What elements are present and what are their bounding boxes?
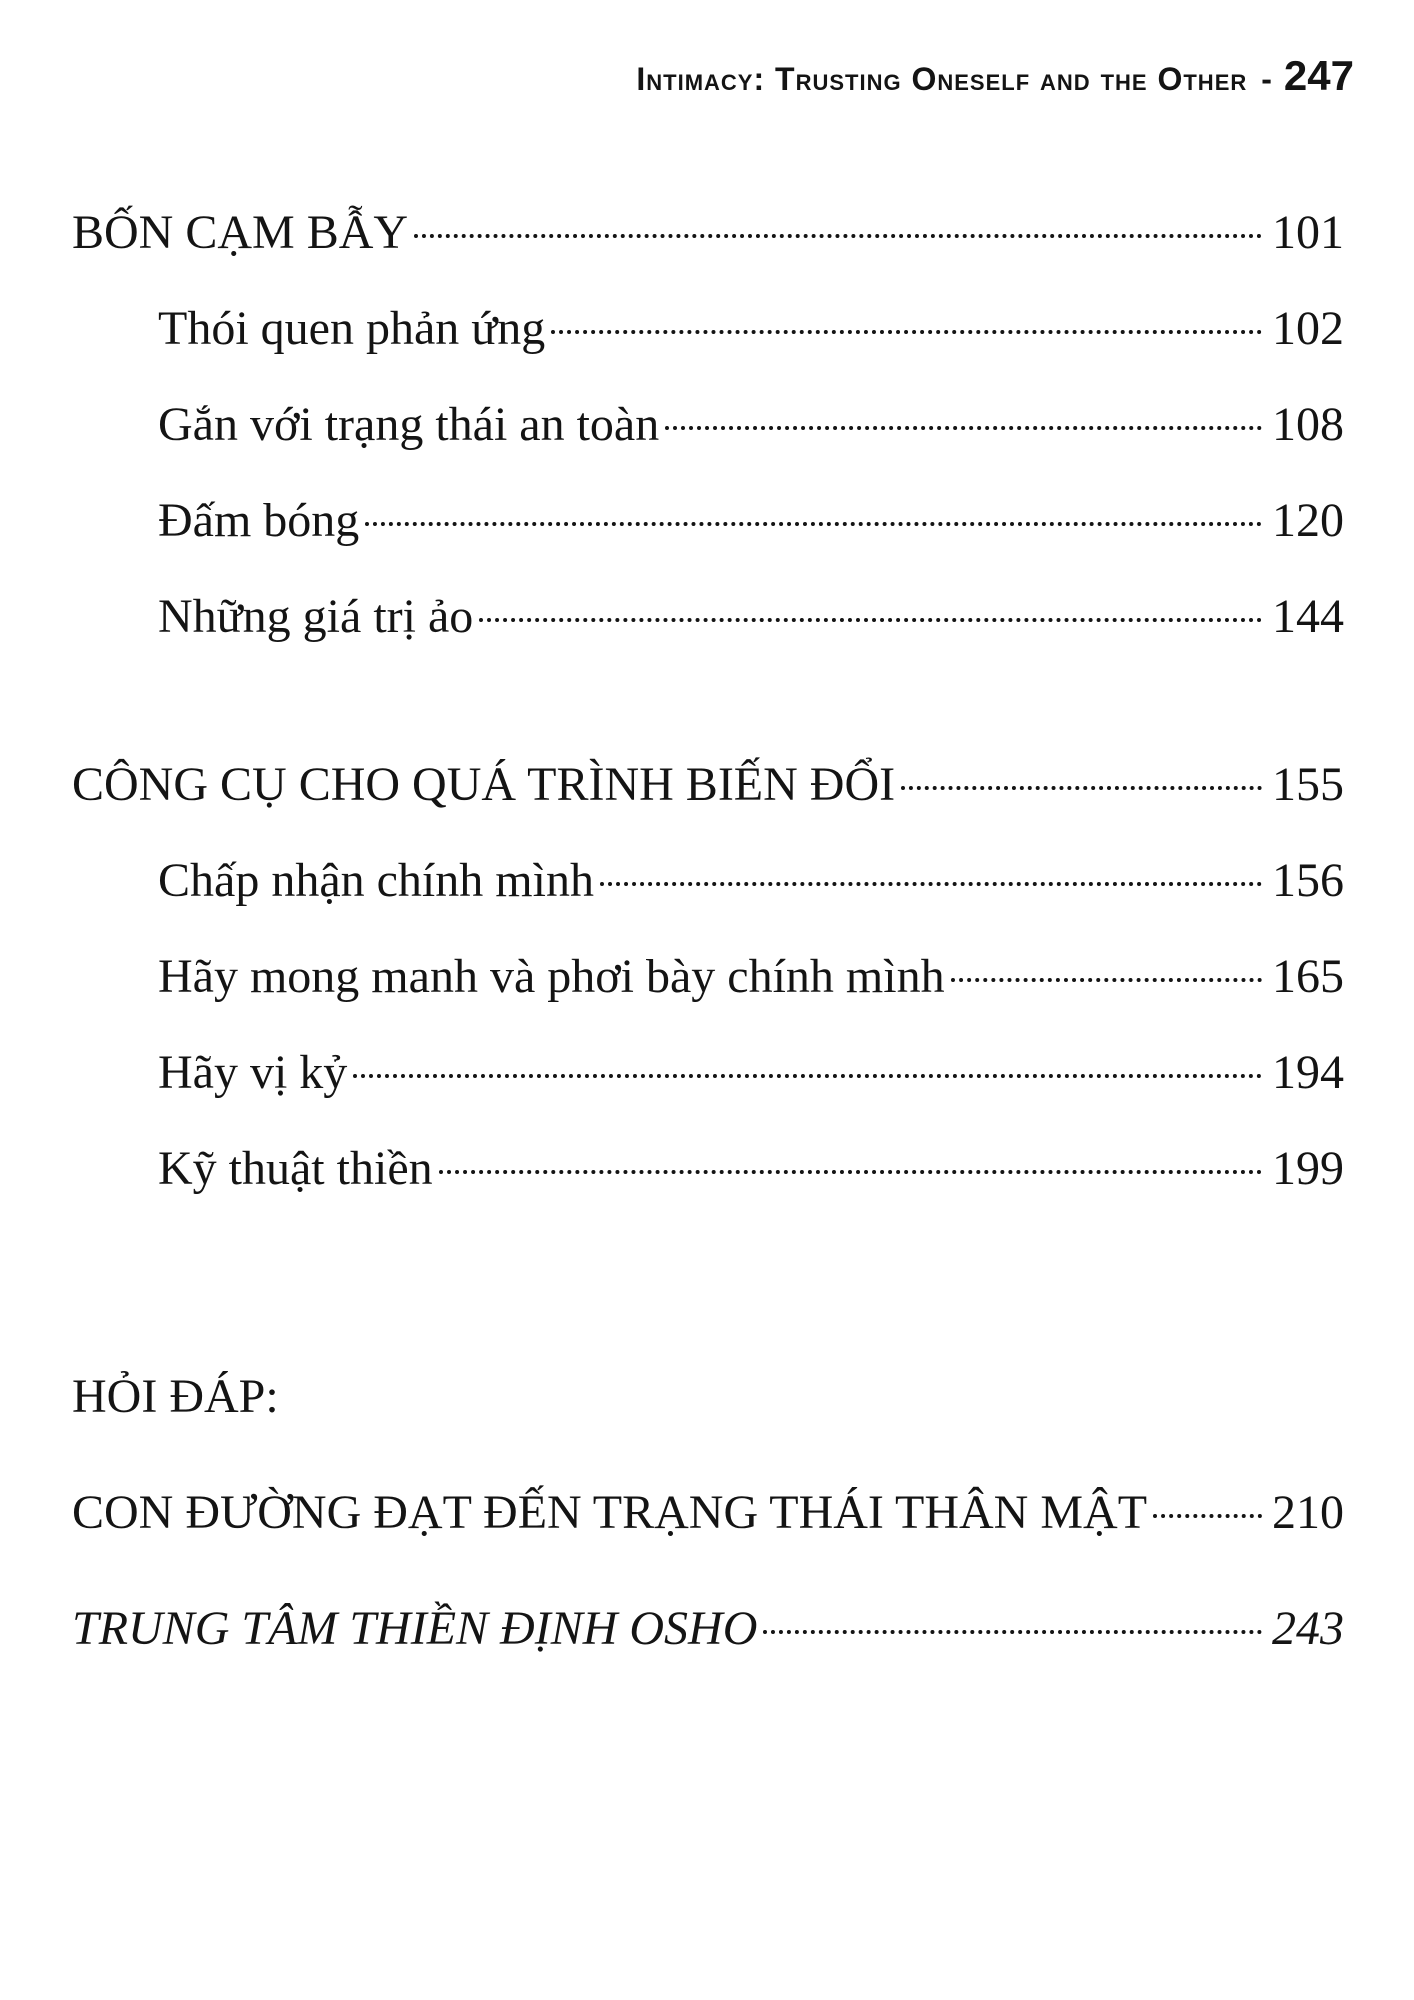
toc-entry-page: 210 <box>1272 1486 1344 1539</box>
toc-entry-title: Chấp nhận chính mình <box>158 854 594 907</box>
dot-leader <box>901 786 1262 790</box>
dot-leader <box>414 234 1262 238</box>
toc-entry-title: Hãy vị kỷ <box>158 1046 348 1099</box>
running-head <box>636 52 1354 100</box>
toc-entry-title: CÔNG CỤ CHO QUÁ TRÌNH BIẾN ĐỔI <box>72 758 896 811</box>
toc-entry-section[interactable] <box>72 737 1344 833</box>
running-head-title: Intimacy: Trusting Oneself and the Other <box>636 61 1248 97</box>
toc-entry-section[interactable] <box>72 185 1344 281</box>
toc-entry[interactable] <box>72 569 1344 665</box>
dot-leader <box>439 1170 1262 1174</box>
dot-leader <box>353 1074 1262 1078</box>
toc-entry-page: 155 <box>1272 758 1344 811</box>
toc-entry[interactable] <box>72 377 1344 473</box>
toc-entry-page: 144 <box>1272 590 1344 643</box>
toc-entry[interactable] <box>72 1025 1344 1121</box>
dot-leader <box>551 330 1262 334</box>
page-number: 247 <box>1283 52 1354 99</box>
toc-entry-title: Đấm bóng <box>158 494 360 547</box>
toc-entry-title: CON ĐƯỜNG ĐẠT ĐẾN TRẠNG THÁI THÂN MẬT <box>72 1486 1148 1539</box>
toc-entry-page: 156 <box>1272 854 1344 907</box>
toc-entry-page: 120 <box>1272 494 1344 547</box>
toc-entry-title: Những giá trị ảo <box>158 590 474 643</box>
toc-entry[interactable] <box>72 473 1344 569</box>
dot-leader <box>1153 1514 1262 1518</box>
toc-entry-title: Kỹ thuật thiền <box>158 1142 433 1195</box>
toc-heading: HỎI ĐÁP: <box>72 1370 279 1423</box>
toc-entry[interactable] <box>72 281 1344 377</box>
toc-entry-title: Gắn với trạng thái an toàn <box>158 398 660 451</box>
toc-entry-title: TRUNG TÂM THIỀN ĐỊNH OSHO <box>72 1602 758 1655</box>
toc-entry-page: 165 <box>1272 950 1344 1003</box>
dot-leader <box>763 1630 1262 1634</box>
dot-leader <box>479 618 1262 622</box>
toc-entry-page: 199 <box>1272 1142 1344 1195</box>
toc-entry-page: 108 <box>1272 398 1344 451</box>
dot-leader <box>951 978 1262 982</box>
toc-entry-page: 194 <box>1272 1046 1344 1099</box>
toc-entry[interactable] <box>72 1121 1344 1217</box>
toc-entry-title: Hãy mong manh và phơi bày chính mình <box>158 950 945 1003</box>
toc-entry[interactable] <box>72 929 1344 1025</box>
toc-entry-title: BỐN CẠM BẪY <box>72 206 409 259</box>
dot-leader <box>600 882 1262 886</box>
toc-entry-title: Thói quen phản ứng <box>158 302 546 355</box>
toc-entry-section[interactable] <box>72 1581 1344 1677</box>
toc-entry-page: 102 <box>1272 302 1344 355</box>
toc-entry-page: 101 <box>1272 206 1344 259</box>
toc-entry[interactable] <box>72 833 1344 929</box>
running-head-separator: - <box>1261 61 1272 97</box>
toc-entry-section[interactable] <box>72 1465 1344 1561</box>
dot-leader <box>365 522 1262 526</box>
dot-leader <box>665 426 1262 430</box>
table-of-contents <box>72 185 1344 1677</box>
toc-entry-page: 243 <box>1272 1602 1344 1655</box>
